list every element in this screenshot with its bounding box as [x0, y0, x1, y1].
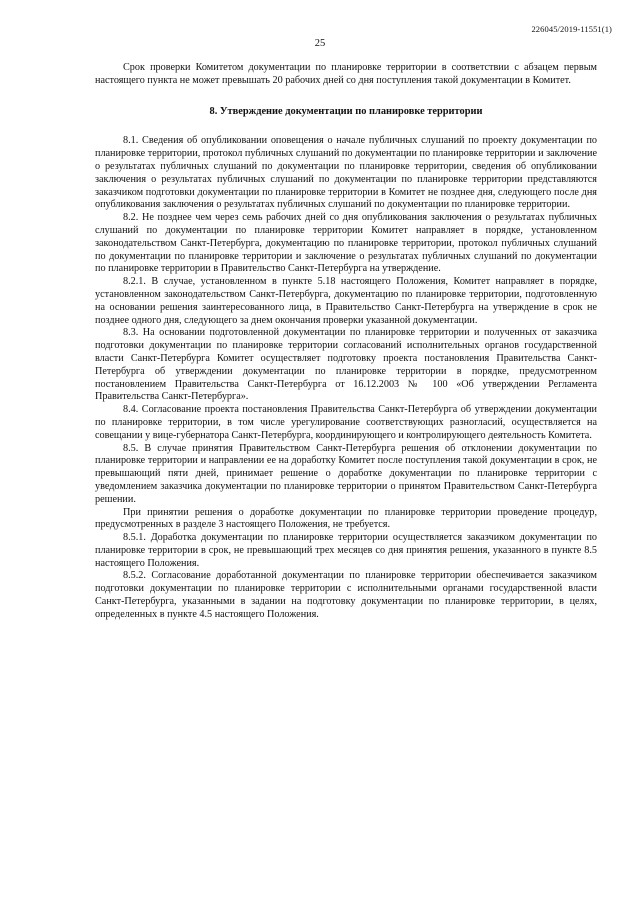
document-code: 226045/2019-11551(1): [531, 24, 612, 34]
paragraph-8-4: 8.4. Согласование проекта постановления Правительства Санкт-Петербурга об утверждении документации по планировке территории, в том числе урегулирование соответствующих разногласий, осуществляется на совещании у вице-губернатора Санкт-Петербурга, координирующего и контролирующего деятельность Комитета.: [95, 404, 597, 441]
paragraph-8-3: 8.3. На основании подготовленной документации по планировке территории и полученных от заказчика подготовки документации по планировке территории согласований исполнительных органов государственной власти Санкт-Петербурга Комитет осуществляет подготовку проекта постановления Правительства Санкт-Петербурга об утверждении документации по планировке территории в порядке, предусмотренном постановлением Правительства Санкт-Петербурга от 16.12.2003 № 100 «Об утверждении Регламента Правительства Санкт-Петербурга».: [95, 327, 597, 403]
paragraph-8-5-note: При принятии решения о доработке документации по планировке территории проведение процедур, предусмотренных в разделе 3 настоящего Положения, не требуется.: [95, 506, 597, 531]
document-body: [95, 62, 597, 622]
paragraph-8-5: 8.5. В случае принятия Правительством Санкт-Петербурга решения об отклонении документации по планировке территории и направлении ее на доработку Комитет после поступления такой документации в срок, не превышающий пяти дней, принимает решение о доработке документации по планировке территории с уведомлением заказчика документации по планировке территории о принятом Правительством Санкт-Петербурга решении.: [95, 442, 597, 505]
paragraph-8-5-2: 8.5.2. Согласование доработанной документации по планировке территории обеспечивается заказчиком подготовки документации по планировке территории с исполнительными органами государственной власти Санкт-Петербурга, указанными в задании на подготовку документации по планировке территории, в целях, определенных в пункте 4.5 настоящего Положения.: [95, 570, 597, 620]
paragraph-8-2: 8.2. Не позднее чем через семь рабочих дней со дня опубликования заключения о результатах публичных слушаний по документации по планировке территории Комитет направляет в порядке, установленном законодательством Санкт-Петербурга, документацию по планировке территории, протокол публичных слушаний по документации по планировке территории и заключение о результатах публичных слушаний по документации по планировке территории в Правительство Санкт-Петербурга на утверждение.: [95, 212, 597, 275]
paragraph-8-1: 8.1. Сведения об опубликовании оповещения о начале публичных слушаний по проекту документации по планировке территории, протокол публичных слушаний по документации по планировке территории и заключение о результатах публичных слушаний по документации по планировке территории, сведения об опубликовании заключения о результатах публичных слушаний по документации по планировке территории представляются заказчиком подготовки документации по планировке территории в Комитет не позднее дня, следующего после дня опубликования заключения о результатах публичных слушаний по документации по планировке территории.: [95, 135, 597, 211]
paragraph-8-2-1: 8.2.1. В случае, установленном в пункте 5.18 настоящего Положения, Комитет направляет в порядке, установленном законодательством Санкт-Петербурга, документацию по планировке территории, подготовленную на основании решения заинтересованного лица, в Правительство Санкт-Петербурга на утверждение в срок не позднее одного дня, следующего за днем окончания проверки указанной документации.: [95, 276, 597, 326]
paragraph-8-5-1: 8.5.1. Доработка документации по планировке территории осуществляется заказчиком документации по планировке территории в срок, не превышающий трех месяцев со дня принятия решения, указанного в пункте 8.5 настоящего Положения.: [95, 532, 597, 569]
section-title: 8. Утверждение документации по планировке территории: [209, 105, 483, 117]
page-number: 25: [314, 38, 326, 49]
intro-paragraph: Срок проверки Комитетом документации по планировке территории в соответствии с абзацем первым настоящего пункта не может превышать 20 рабочих дней со дня поступления такой документации в Комитет.: [95, 62, 597, 86]
